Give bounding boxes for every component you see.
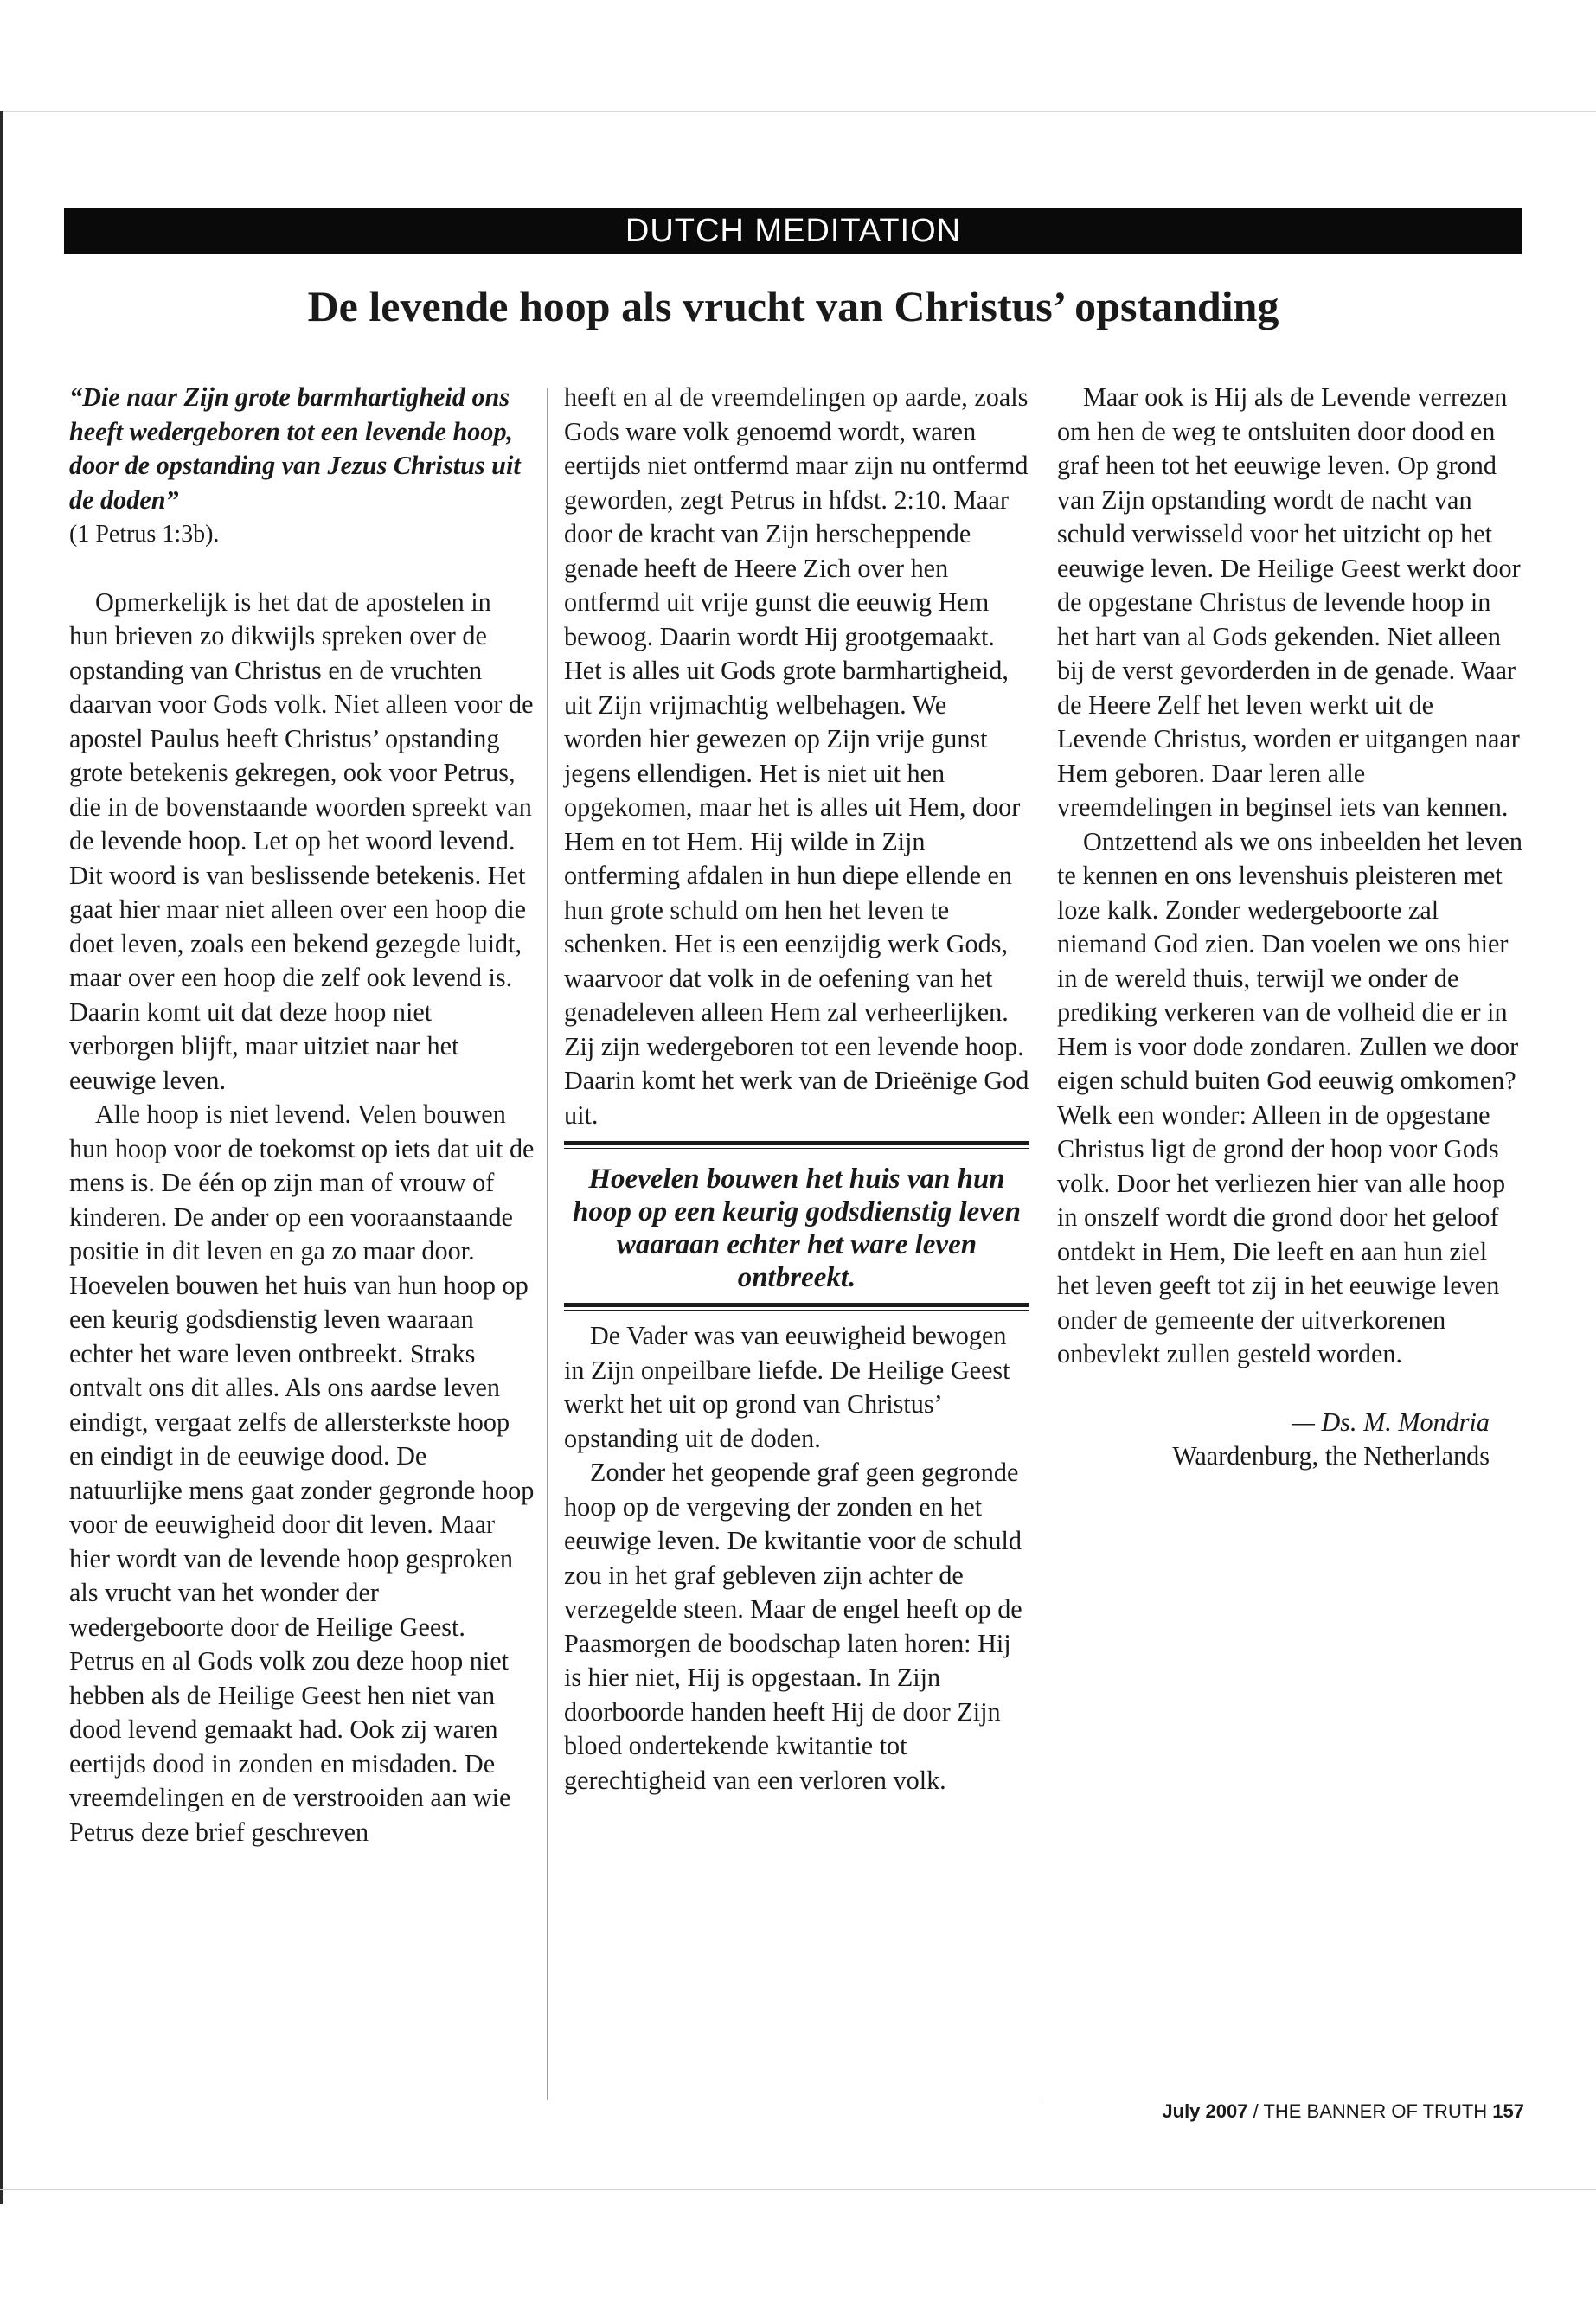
author-location: Waardenburg, the Netherlands xyxy=(1172,1441,1490,1471)
section-banner: DUTCH MEDITATION xyxy=(64,208,1522,254)
body-paragraph: Zonder het geopende graf geen gegronde hoop op de vergeving der zonden en het eeuwige leven. De kwitantie voor de schuld zou in het graf gebleven zijn achter de verzegelde steen. Maar de engel heeft op de Paasmorgen de boodschap laten horen: Hij is hier niet, Hij is opgestaan. In Zijn doorboorde handen heeft Hij de door Zijn bloed ondertekende kwitantie tot gerechtigheid van een verloren volk. xyxy=(564,1458,1022,1795)
pull-quote-rule-bottom xyxy=(564,1303,1029,1311)
page-left-edge xyxy=(0,111,3,2204)
top-rule xyxy=(0,111,1596,112)
paragraph-spacer xyxy=(69,552,536,586)
bottom-rule xyxy=(0,2189,1596,2190)
body-paragraph: Maar ook is Hij als de Levende verrezen om hen de weg te ontsluiten door dood en graf heen tot het eeuwige leven. Op grond van Zijn opstanding wordt de nacht van schuld verwisseld voor het uitzicht op het eeuwige leven. De Heilige Geest werkt door de opgestane Christus de levende hoop in het hart van al Gods gekenden. Niet alleen bij de verst gevorderden in de genade. Waar de Heere Zelf het leven werkt uit de Levende Christus, worden er uitgangen naar Hem geboren. Daar leren alle vreemdelingen in beginsel iets van kennen. xyxy=(1057,382,1521,822)
body-paragraph: heeft en al de vreemdelingen op aarde, zoals Gods ware volk genoemd wordt, waren eertijds niet ontfermd maar zijn nu ontfermd geworden, zegt Petrus in hfdst. 2:10. Maar door de kracht van Zijn herscheppende genade heeft de Heere Zich over hen ontfermd uit vrije gunst die eeuwig Hem bewoog. Daarin wordt Hij grootgemaakt. Het is alles uit Gods grote barmhartigheid, uit Zijn vrijmachtig welbehagen. We worden hier gewezen op Zijn vrije gunst jegens ellendigen. Het is niet uit hen opgekomen, maar het is alles uit Hem, door Hem en tot Hem. Hij wilde in Zijn ontferming afdalen in hun diepe ellende en hun grote schuld om hen het leven te schenken. Het is een eenzijdig werk Gods, waarvoor dat volk in de oefening van het genadeleven alleen Hem zal verheerlijken. Zij zijn wedergeboren tot een levende hoop. Daarin komt het werk van de Drieënige God uit. xyxy=(564,382,1029,1130)
article-title: De levende hoop als vrucht van Christus’ opstanding xyxy=(307,282,1279,330)
scripture-reference: (1 Petrus 1:3b). xyxy=(69,521,220,548)
footer-separator: / xyxy=(1253,2100,1259,2122)
column-3 xyxy=(1057,381,1524,1474)
scripture-quote: “Die naar Zijn grote barmhartigheid ons heeft wedergeboren tot een levende hoop, door de opstanding van Jezus Christus uit de doden” xyxy=(69,382,521,515)
pull-quote: Hoevelen bouwen het huis van hun hoop op een keurig godsdienstig leven waaraan echter het ware leven ontbreekt. xyxy=(573,1163,1021,1293)
pull-quote-rule-top xyxy=(564,1141,1029,1149)
author-signature: — Ds. M. Mondria xyxy=(1292,1407,1490,1437)
body-paragraph: De Vader was van eeuwigheid bewogen in Zijn onpeilbare liefde. De Heilige Geest werkt het uit op grond van Christus’ opstanding uit de doden. xyxy=(564,1321,1010,1453)
paragraph-spacer xyxy=(1057,1372,1524,1406)
body-paragraph: Alle hoop is niet levend. Velen bouwen hun hoop voor de toekomst op iets dat uit de mens is. De één op zijn man of vrouw of kinderen. De ander op een vooraanstaande positie in dit leven en ga zo maar door. Hoevelen bouwen het huis van hun hoop op een keurig godsdienstig leven waaraan echter het ware leven ontbreekt. Straks ontvalt ons dit alles. Als ons aardse leven eindigt, vergaat zelfs de allersterkste hoop en eindigt in de eeuwige dood. De natuurlijke mens gaat zonder gegronde hoop voor de eeuwigheid door dit leven. Maar hier wordt van de levende hoop gesproken als vrucht van het wonder der wedergeboorte door de Heilige Geest. Petrus en al Gods volk zou deze hoop niet hebben als de Heilige Geest hen niet van dood levend gemaakt had. Ook zij waren eertijds dood in zonden en misdaden. De vreemdelingen en de verstrooiden aan wie Petrus deze brief geschreven xyxy=(69,1099,535,1847)
column-2 xyxy=(564,381,1029,1798)
column-1 xyxy=(69,381,536,1849)
body-paragraph: Ontzettend als we ons inbeelden het leven te kennen en ons levenshuis pleisteren met loze kalk. Zonder wedergeboorte zal niemand God zien. Dan voelen we ons hier in de wereld thuis, terwijl we onder de prediking verkeren van de volheid die er in Hem is voor dode zondaren. Zullen we door eigen schuld buiten God eeuwig omkomen? Welk een wonder: Alleen in de opgestane Christus ligt de grond der hoop voor Gods volk. Door het verliezen hier van alle hoop in onszelf wordt die grond door het geloof ontdekt in Hem, Die leeft en aan hun ziel het leven geeft tot zij in het eeuwige leven onder de gemeente der uitverkorenen onbevlekt zullen gesteld worden. xyxy=(1057,826,1522,1368)
body-paragraph: Opmerkelijk is het dat de apostelen in hun brieven zo dikwijls spreken over de opstanding van Christus en de vruchten daarvan voor Gods volk. Niet alleen voor de apostel Paulus heeft Christus’ opstanding grote betekenis gekregen, ook voor Petrus, die in de bovenstaande woorden spreekt van de levende hoop. Let op het woord levend. Dit woord is van beslissende betekenis. Het gaat hier maar niet alleen over een hoop die doet leven, zoals een bekend gezegde luidt, maar over een hoop die zelf ook levend is. Daarin komt uit dat deze hoop niet verborgen blijft, maar uitziet naar het eeuwige leven. xyxy=(69,586,534,1095)
page-footer xyxy=(952,2100,1524,2123)
page-number: 157 xyxy=(1492,2100,1524,2122)
footer-publication: THE BANNER OF TRUTH xyxy=(1263,2100,1488,2122)
footer-date: July 2007 xyxy=(1162,2100,1248,2122)
column-divider xyxy=(547,388,548,2100)
pull-quote-box xyxy=(564,1141,1029,1311)
